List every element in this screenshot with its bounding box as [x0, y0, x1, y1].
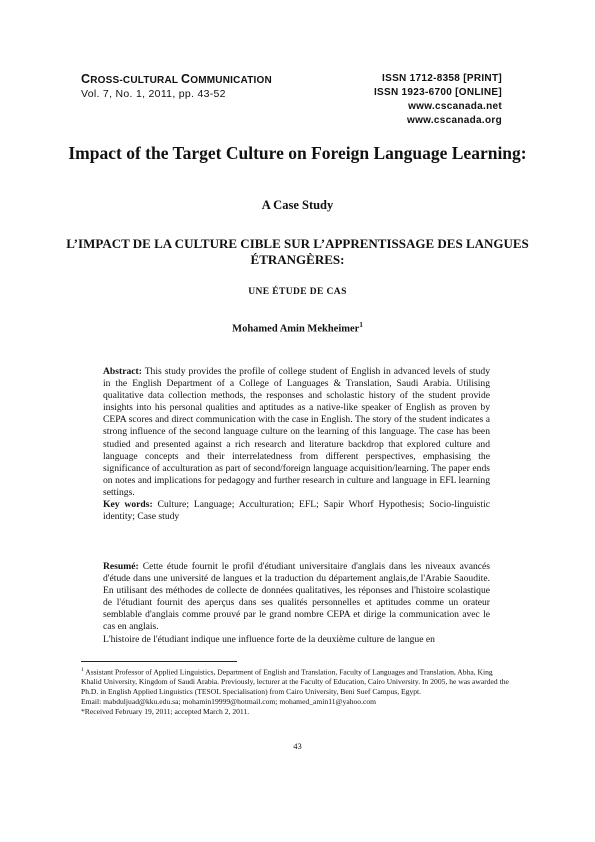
footnote-divider — [81, 661, 237, 662]
author-text: Mohamed Amin Mekheimer — [232, 323, 360, 335]
keywords-text: Culture; Language; Acculturation; EFL; Sapir Whorf Hypothesis; Socio-linguistic identity; Case study — [103, 499, 490, 523]
french-title: L’IMPACT DE LA CULTURE CIBLE SUR L’APPRENTISSAGE DES LANGUES ÉTRANGÈRES: — [66, 236, 529, 267]
abstract-paragraph — [103, 366, 490, 499]
footnote-email[interactable]: Email: mabduljuad@kku.edu.sa; mohamin19999@hotmail.com; mohamed_amin11@yahoo.com — [81, 697, 377, 707]
french-subtitle: UNE ÉTUDE DE CAS — [248, 287, 347, 297]
resume-label: Resumé: — [103, 561, 139, 572]
issn-online: ISSN 1923-6700 [ONLINE] — [373, 87, 502, 98]
author-footnote-mark[interactable]: 1 — [359, 321, 363, 329]
journal-url-org[interactable]: www.cscanada.org — [406, 115, 502, 126]
issn-print: ISSN 1712-8358 [PRINT] — [382, 73, 502, 84]
abstract-text: This study provides the profile of college student of English in advanced levels of study in the English Department of a College of Languages & Translation, Saudi Arabia. Utilising qualitative data collection methods, the responses and scholastic history of the student provide insights into his personal qualities and aptitudes as a native-like speaker of English as proven by CEPA scores and direct communication with the case in English. The story of the student indicates a strong influence of the second language culture on the learning of this language. The case has been studied and presented against a rich research and literature backdrop that explored culture and language concepts and their interrelatedness from different perspectives, emphasising the significance of acculturation as part of second/foreign language acquisition/learning. The paper ends on notes and implications for pedagogy and further research in culture and language in EFL learning settings. — [103, 366, 490, 498]
footnote-mark: 1 — [81, 667, 84, 673]
footnote-affiliation-text: Assistant Professor of Applied Linguistics, Department of English and Translation, Faculty of Languages and Translation, Abha, King Khalid University, Kingdom of Saudi Arabia. Previously, lecturer at the Faculty of Education, Cairo University. In 2005, he was awarded the Ph.D. in English Applied Linguistics (TESOL Specialisation) from Cairo University, Beni Suef Campus, Egypt. — [81, 667, 509, 697]
journal-name-part-1: ROSS-CULTURAL — [90, 75, 181, 86]
journal-name-part-2: OMMUNICATION — [190, 75, 272, 86]
journal-header — [81, 72, 272, 100]
abstract — [103, 366, 490, 523]
page-number: 43 — [293, 741, 302, 751]
footnote-affiliation — [81, 666, 513, 697]
author-name — [60, 321, 535, 335]
volume-info: Vol. 7, No. 1, 2011, pp. 43-52 — [81, 88, 226, 100]
resume — [103, 561, 490, 646]
resume-paragraph — [103, 561, 490, 634]
paper-title: Impact of the Target Culture on Foreign Language Learning: — [68, 143, 527, 163]
journal-name — [81, 72, 272, 86]
footnote-received: *Received February 19, 2011; accepted March 2, 2011. — [81, 707, 250, 717]
keywords-label: Key words: — [103, 499, 153, 511]
journal-name-initial-1: C — [81, 72, 91, 86]
journal-name-initial-2: C — [181, 72, 191, 86]
keywords-paragraph — [103, 499, 490, 523]
footnotes — [81, 666, 513, 717]
journal-url-net[interactable]: www.cscanada.net — [408, 101, 502, 112]
issn-block — [374, 72, 502, 128]
resume-paragraph-2: L'histoire de l'étudiant indique une influence forte de la deuxième culture de langue en — [103, 633, 435, 645]
paper-subtitle: A Case Study — [261, 198, 334, 212]
abstract-label: Abstract: — [103, 366, 142, 377]
resume-text: Cette étude fournit le profil d'étudiant universitaire d'anglais dans les niveaux avancés d'étude dans une université de langues et la traduction du département anglais,de l'Arabie Saoudite. En utilisant des méthodes de collecte de données qualitatives, les réponses and l'histoire scolastique de l'étudiant fournit des aperçus dans ses qualités personnelles et aptitudes comme un orateur semblable d'anglais comme prouvé par le grand nombre CEPA et dirige la communication avec le cas en anglais. — [103, 561, 490, 633]
